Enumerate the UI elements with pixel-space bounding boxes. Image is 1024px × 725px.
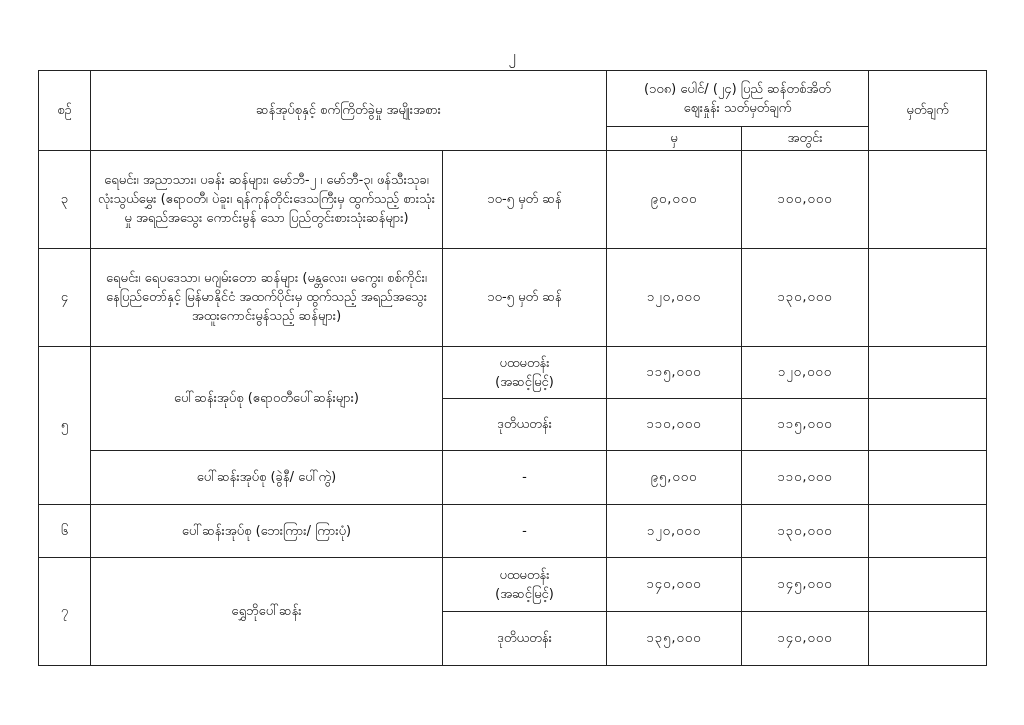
price-from-cell: ၉၀,၀၀၀ xyxy=(607,151,742,249)
table-row xyxy=(39,347,987,399)
milling-cell: ၁၀-၅ မှတ် ဆန် xyxy=(443,151,607,249)
price-to-cell: ၁၁၅,၀၀၀ xyxy=(742,399,869,451)
table-row xyxy=(39,249,987,347)
remarks-cell xyxy=(869,505,987,558)
table-row xyxy=(39,151,987,249)
remarks-cell xyxy=(869,399,987,451)
price-to-cell: ၁၀၀,၀၀၀ xyxy=(742,151,869,249)
grade-sublabel: (အဆင့်မြင့်) xyxy=(495,586,554,602)
remarks-cell xyxy=(869,558,987,612)
price-from-cell: ၁၁၅,၀၀၀ xyxy=(607,347,742,399)
remarks-cell xyxy=(869,451,987,505)
price-from-cell: ၉၅,၀၀၀ xyxy=(607,451,742,505)
grade-cell xyxy=(443,347,607,399)
milling-cell: ၁၀-၅ မှတ် ဆန် xyxy=(443,249,607,347)
description-cell: ပေါ်ဆန်းအုပ်စု (ဘေးကြား/ ကြားပုံ) xyxy=(91,505,443,558)
serial-cell: ၇ xyxy=(39,558,91,666)
header-price-line1: (၁၀၈) ပေါင်/ (၂၄) ပြည် ဆန်တစ်အိတ် xyxy=(644,81,831,97)
description-cell: ပေါ်ဆန်းအုပ်စု (ခွဲနီ/ ပေါ်ကွဲ) xyxy=(91,451,443,505)
header-serial: စဉ် xyxy=(39,71,91,151)
header-price-group xyxy=(607,71,869,127)
table-row xyxy=(39,558,987,612)
grade-cell xyxy=(443,558,607,612)
header-from: မှ xyxy=(607,127,742,151)
header-to: အတွင်း xyxy=(742,127,869,151)
price-to-cell: ၁၄၅,၀၀၀ xyxy=(742,558,869,612)
header-description: ဆန်အုပ်စုနှင့် စက်ကြိတ်ခွဲမှု အမျိုးအစား xyxy=(91,71,607,151)
remarks-cell xyxy=(869,151,987,249)
description-cell: ရွှေဘိုပေါ်ဆန်း xyxy=(91,558,443,666)
price-from-cell: ၁၄၀,၀၀၀ xyxy=(607,558,742,612)
milling-cell: - xyxy=(443,451,607,505)
description-cell: ပေါ်ဆန်းအုပ်စု (ဧရာဝတီပေါ်ဆန်းများ) xyxy=(91,347,443,451)
price-to-cell: ၁၁၀,၀၀၀ xyxy=(742,451,869,505)
rice-price-table xyxy=(38,70,987,666)
table-row xyxy=(39,505,987,558)
grade-label: ပထမတန်း xyxy=(499,567,550,583)
remarks-cell xyxy=(869,612,987,666)
description-cell: ရေမင်း၊ အညာသား၊ ပခန်း ဆန်များ၊ မော်ဘီ-၂ ၊ မော်ဘီ-၃၊ ဖန်သီးသုခ၊ လုံးသွယ်မွှေး (ဧရာဝတီ၊ ပဲခူး၊ ရန်ကုန်တိုင်းဒေသကြီးမှ ထွက်သည့် စားသုံးမှု အရည်အသွေး ကောင်းမွန် သော ပြည်တွင်းစားသုံးဆန်များ) xyxy=(91,151,443,249)
price-to-cell: ၁၃၀,၀၀၀ xyxy=(742,249,869,347)
milling-cell: - xyxy=(443,505,607,558)
header-row xyxy=(39,71,987,127)
price-from-cell: ၁၂၀,၀၀၀ xyxy=(607,249,742,347)
price-to-cell: ၁၄၀,၀၀၀ xyxy=(742,612,869,666)
description-cell: ရေမင်း၊ ရေပဒေသာ၊ မဂျမ်းတော ဆန်များ (မန္တလေး၊ မကွေး၊ စစ်ကိုင်း၊ နေပြည်တော်နှင့် မြန်မာနိုင်ငံ အထက်ပိုင်းမှ ထွက်သည့် အရည်အသွေး အထူးကောင်းမွန်သည့် ဆန်များ) xyxy=(91,249,443,347)
serial-cell: ၅ xyxy=(39,347,91,505)
serial-cell: ၄ xyxy=(39,249,91,347)
price-to-cell: ၁၃၀,၀၀၀ xyxy=(742,505,869,558)
remarks-cell xyxy=(869,249,987,347)
grade-sublabel: (အဆင့်မြင့်) xyxy=(495,374,554,390)
page-number: ၂ xyxy=(508,47,516,65)
serial-cell: ၆ xyxy=(39,505,91,558)
remarks-cell xyxy=(869,347,987,399)
grade-label: ပထမတန်း xyxy=(499,355,550,371)
grade-cell: ဒုတိယတန်း xyxy=(443,399,607,451)
price-to-cell: ၁၂၀,၀၀၀ xyxy=(742,347,869,399)
grade-cell: ဒုတိယတန်း xyxy=(443,612,607,666)
header-price-line2: ဈေးနှုန်း သတ်မှတ်ချက် xyxy=(683,100,792,116)
price-from-cell: ၁၂၀,၀၀၀ xyxy=(607,505,742,558)
header-remarks: မှတ်ချက် xyxy=(869,71,987,151)
table-row xyxy=(39,451,987,505)
serial-cell: ၃ xyxy=(39,151,91,249)
price-from-cell: ၁၁၀,၀၀၀ xyxy=(607,399,742,451)
price-from-cell: ၁၃၅,၀၀၀ xyxy=(607,612,742,666)
